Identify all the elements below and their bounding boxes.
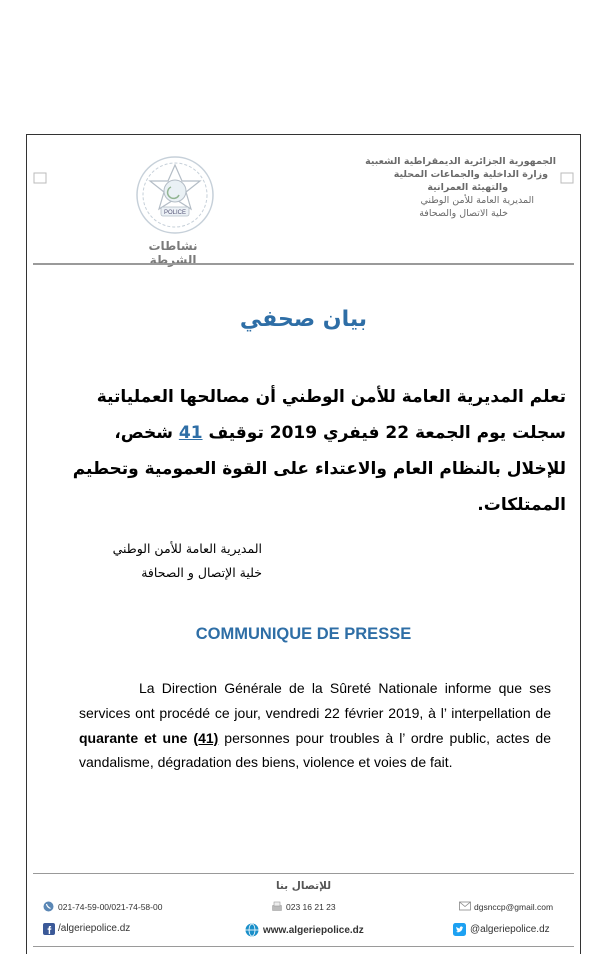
twitter-icon	[453, 923, 466, 936]
contact-title: للإتصال بنا	[275, 880, 332, 892]
arabic-body-text: شخص، للإخلال بالنظام العام والاعتداء على القوة العمومية وتحطيم الممتلكات.	[72, 423, 566, 515]
french-body	[79, 676, 551, 775]
email-text: dgsnccp@gmail.com	[474, 901, 554, 912]
signature-line: المديرية العامة للأمن الوطني	[112, 541, 262, 556]
phone-fax-text: 021-74-59-00/021-74-58-00	[58, 901, 163, 912]
logo-caption: نشاطات الشرطة	[148, 239, 198, 267]
footer-bottom-divider	[33, 946, 574, 947]
footer-contacts-row	[27, 901, 580, 917]
french-body-text: La Direction Générale de la Sûreté Nationale informe que ses services ont procédé ce jour, vendredi 22 février 2019, à l’ interpellation de	[79, 680, 551, 721]
corner-mark-icon	[560, 169, 574, 181]
mail-icon	[459, 901, 470, 912]
arabic-body-number: 41	[178, 423, 203, 443]
header-line: الجمهورية الجزائرية الديمقراطية الشعبية	[365, 156, 556, 167]
police-logo	[127, 151, 223, 241]
twitter-text: @algeriepolice.dz	[470, 924, 550, 935]
footer-website	[245, 923, 364, 937]
fax-icon	[271, 901, 282, 912]
facebook-text: /algeriepolice.dz	[58, 923, 131, 934]
footer-twitter	[453, 923, 550, 936]
french-title: COMMUNIQUE DE PRESSE	[195, 625, 412, 643]
signature-line: خلية الإتصال و الصحافة	[141, 565, 262, 580]
arabic-signature	[62, 537, 262, 585]
facebook-icon	[43, 923, 54, 934]
footer-facebook	[43, 923, 130, 934]
french-body-text: personnes pour troubles à l’ ordre public, actes de vandalisme, dégradation des biens, violence et voies de fait.	[79, 729, 551, 771]
website-text: www.algeriepolice.dz	[263, 924, 364, 936]
header-line: خلية الاتصال والصحافة	[419, 208, 508, 219]
ministry-header	[296, 155, 556, 220]
header-line: المديرية العامة للأمن الوطني	[420, 195, 534, 206]
corner-mark-icon	[33, 169, 47, 181]
arabic-body-text: تعلم المديرية العامة للأمن الوطني أن مصالحها العملياتية سجلت يوم الجمعة 22 فيفري 2019 توقيف	[96, 387, 566, 443]
french-body-number: (41)	[193, 729, 219, 746]
header-line: والتهيئة العمرانية	[427, 182, 508, 193]
footer-social-row	[27, 923, 580, 941]
footer-email	[459, 901, 553, 912]
letterhead	[27, 135, 580, 265]
header-line: وزارة الداخلية والجماعات المحلية	[393, 169, 548, 180]
header-divider	[33, 263, 574, 265]
logo-badge-text: POLICE	[163, 210, 187, 216]
arabic-body	[55, 379, 566, 523]
footer-phone	[43, 901, 162, 912]
arabic-title: بيان صحفي	[239, 307, 368, 332]
globe-icon	[245, 923, 259, 937]
phone-icon	[43, 901, 54, 912]
phone2-text: 023 16 21 23	[286, 901, 336, 912]
footer-phone2	[271, 901, 336, 912]
document-page	[26, 134, 581, 954]
french-body-bold: quarante et une	[79, 729, 188, 746]
footer-divider	[33, 873, 574, 874]
